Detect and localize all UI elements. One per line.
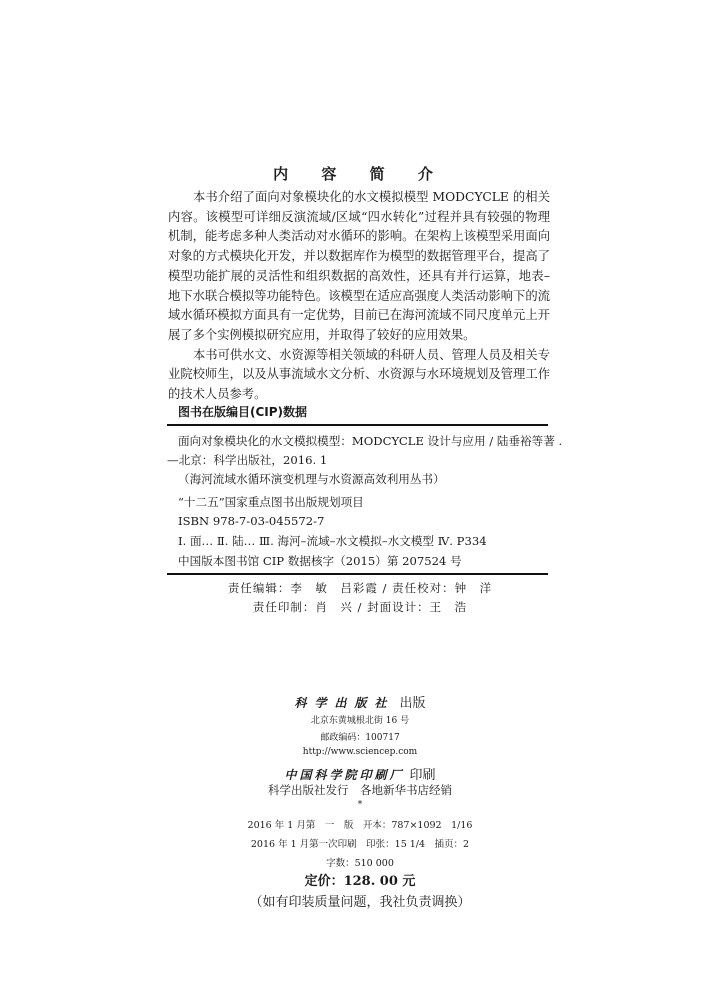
publisher-name: 科学出版社: [294, 696, 395, 710]
printer-name: 中国科学院印刷厂: [284, 768, 405, 782]
printer-suffix: 印刷: [409, 768, 436, 783]
publisher-address: 北京东黄城根北街 16 号: [310, 716, 410, 726]
publisher-website: http://www.sciencep.com: [302, 747, 418, 757]
word-count: 字数：510 000: [326, 858, 394, 869]
summary-paragraph-1: 本书介绍了面向对象模块化的水文模拟模型 MODCYCLE 的相关内容。该模型可详细反演流域/区域“四水转化”过程并具有较强的物理机制，能考虑多种人类活动对水循环的影响。在架构上该模型采用面向对象的方式模块化开发，并以数据库作为模型的数据管理平台，提高了模型功能扩展的灵活性和组织数据的高效性，还具有并行运算，地表–地下水联合模拟等功能特色。该模型在适应高强度人类活动影响下的流域水循环模拟方面具有一定优势，目前已在海河流域不同尺度单元上开展了多个实例模拟研究应用，并取得了较好的应用效果。: [168, 190, 550, 342]
publisher-suffix: 出版: [399, 696, 426, 711]
publisher-line: [0, 692, 720, 711]
summary-paragraph-2: 本书可供水文、水资源等相关领域的科研人员、管理人员及相关专业院校师生，以及从事流域水文分析、水资源与水环境规划及管理工作的技术人员参考。: [168, 347, 550, 402]
summary-body: [168, 188, 550, 405]
cip-series: （海河流域水循环演变机理与水资源高效利用丛书）: [178, 472, 445, 486]
cip-classification: Ⅰ. 面… Ⅱ. 陆… Ⅲ. 海河–流域–水文模拟–水文模型 Ⅳ. P334: [178, 534, 487, 548]
printer-line: [0, 764, 720, 783]
separator-star: *: [357, 800, 363, 810]
quality-notice: （如有印装质量问题，我社负责调换）: [249, 895, 471, 910]
credits-production: 责任印制：肖 兴 / 封面设计：王 浩: [252, 600, 468, 614]
cip-number: 中国版本图书馆 CIP 数据核字（2015）第 207524 号: [178, 554, 462, 568]
cip-project: “十二五”国家重点图书出版规划项目: [178, 495, 364, 509]
cip-publisher-line: —北京：科学出版社，2016. 1: [167, 453, 328, 467]
cip-title-line: 面向对象模块化的水文模拟模型：MODCYCLE 设计与应用 / 陆垂裕等著 .: [178, 434, 563, 448]
summary-title: 内 容 简 介: [273, 165, 447, 183]
cip-bottom-divider: [167, 573, 548, 575]
credits-editors: 责任编辑：李 敏 吕彩霞 / 责任校对：钟 洋: [227, 581, 493, 595]
distribution: 科学出版社发行 各地新华书店经销: [268, 783, 452, 797]
edition-info: 2016 年 1 月第 一 版 开本：787×1092 1/16: [247, 820, 473, 831]
publisher-postcode: 邮政编码：100717: [320, 733, 400, 743]
printing-info: 2016 年 1 月第一次印刷 印张：15 1/4 插页：2: [250, 839, 470, 850]
cip-isbn: ISBN 978-7-03-045572-7: [178, 514, 325, 528]
price: 定价：128. 00 元: [304, 874, 416, 889]
cip-heading: 图书在版编目(CIP)数据: [178, 405, 308, 419]
cip-top-divider: [167, 424, 548, 426]
